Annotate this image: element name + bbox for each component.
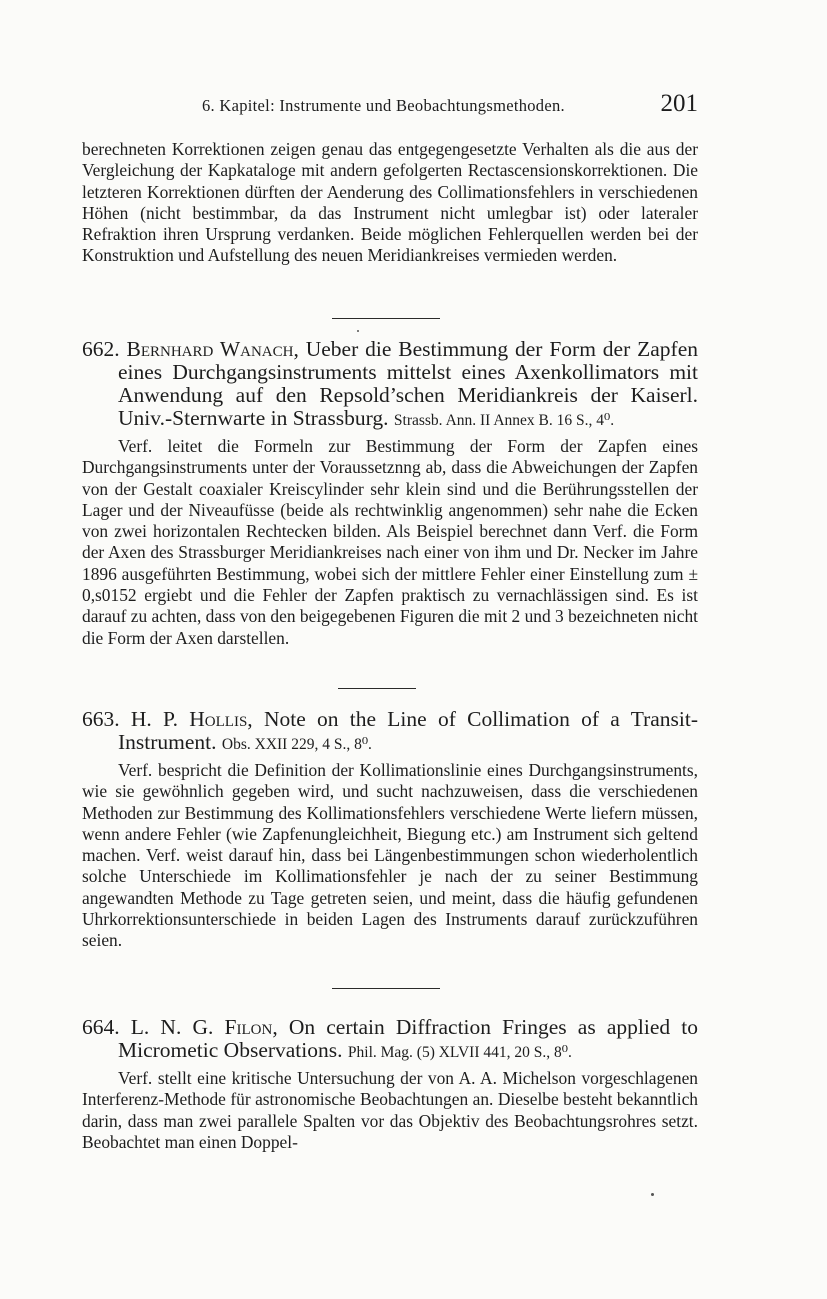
entry-664 (82, 1016, 698, 1153)
section-divider (338, 688, 416, 689)
entry-heading: 663. H. P. Hollis, Note on the Line of Collimation of a Transit-Instrument. Obs. XXII 229, 4 S., 8⁰. (82, 707, 698, 754)
entry-citation: Phil. Mag. (5) XLVII 441, 20 S., 8⁰. (347, 1044, 572, 1061)
entry-citation: Strassb. Ann. II Annex B. 16 S., 4⁰. (393, 412, 615, 429)
page-number: 201 (660, 90, 698, 117)
entry-heading: 664. L. N. G. Filon, On certain Diffraction Fringes as applied to Micrometic Observations. Phil. Mag. (5) XLVII 441, 20 S., 8⁰. (82, 1015, 699, 1062)
entry-number: 664. (82, 1015, 120, 1039)
ink-speck (357, 330, 359, 332)
entry-author: Bernhard Wanach (126, 337, 294, 361)
intro-block (82, 139, 698, 267)
entry-citation: Obs. XXII 229, 4 S., 8⁰. (221, 736, 372, 753)
entry-body: Verf. bespricht die Definition der Kollimationslinie eines Durchgangsinstruments, wie sie gewöhnlich gegeben wird, und sucht nachzuweisen, dass die verschiedenen Methoden zur Bestimmung des Kollimationsfehlers verschiedene Werte liefern müssen, wenn andere Fehler (wie Zapfenungleichheit, Biegung etc.) am Instrument sich geltend machen. Verf. weist darauf hin, dass bei Längenbestimmungen schon wiederholentlich solche Unterschiede im Kollimationsfehler je nach der zu seiner Bestimmung angewandten Methode zu Tage getreten seien, und meint, dass die häufig gefundenen Uhrkorrektionsunterschiede in beiden Lagen des Instruments darauf zurückzuführen seien. (82, 760, 698, 951)
section-divider (332, 318, 440, 319)
entry-662 (82, 338, 698, 649)
entry-author: L. N. G. Filon (130, 1015, 273, 1039)
entry-heading: 662. Bernhard Wanach, Ueber die Bestimmung der Form der Zapfen eines Durchgangsinstruments mittelst eines Axenkollimators mit Anwendung auf den Repsold’schen Meridiankreis der Kaiserl. Univ.-Sternwarte in Strassburg. Strassb. Ann. II Annex B. 16 S., 4⁰. (82, 337, 699, 430)
entry-title: On certain Diffraction Fringes as applied to Micrometic Observations. (118, 1015, 699, 1062)
entry-title: Ueber die Bestimmung der Form der Zapfen eines Durchgangsinstruments mittelst eines Axenkollimators mit Anwendung auf den Repsold’schen Meridiankreis der Kaiserl. Univ.-Sternwarte in Strassburg. (118, 337, 699, 430)
running-head: 6. Kapitel: Instrumente und Beobachtungsmethoden. (202, 96, 565, 115)
entry-body: Verf. leitet die Formeln zur Bestimmung der Form der Zapfen eines Durchgangsinstruments unter der Voraussetznng ab, dass die Abweichungen der Zapfen von der Gestalt coaxialer Kreiscylinder sehr klein sind und die Berührungsstellen der Lager und der Niveaufüsse (beide als rechtwinklig angenommen) sehr nahe die Ecken von zwei horizontalen Rechtecken bilden. Als Beispiel berechnet dann Verf. die Form der Axen des Strassburger Meridiankreises nach einer von ihm und Dr. Necker im Jahre 1896 ausgeführten Bestimmung, wobei sich der mittlere Fehler einer Einstellung zum ± 0,s0152 ergiebt und die Fehler der Zapfen praktisch zu vernachlässigen sind. Es ist darauf zu achten, dass von den beigegebenen Figuren die mit 2 und 3 bezeichneten nicht die Form der Axen darstellen. (82, 436, 698, 648)
section-divider (332, 988, 440, 989)
ink-speck (651, 1193, 654, 1196)
entry-number: 663. (82, 707, 120, 731)
entry-title: Note on the Line of Collimation of a Transit-Instrument. (118, 707, 698, 754)
entry-author: H. P. Hollis (130, 707, 248, 731)
entry-number: 662. (82, 337, 120, 361)
entry-body: Verf. stellt eine kritische Untersuchung der von A. A. Michelson vorgeschlagenen Interferenz-Methode für astronomische Beobachtungen an. Dieselbe besteht bekanntlich darin, dass man zwei parallele Spalten vor das Objektiv des Beobachtungsrohres setzt. Beobachtet man einen Doppel- (82, 1068, 698, 1152)
intro-paragraph: berechneten Korrektionen zeigen genau das entgegengesetzte Verhalten als die aus der Vergleichung der Kapkataloge mit andern gefolgerten Rectascensionskorrektionen. Die letzteren Korrektionen dürften der Aenderung des Collimationsfehlers in verschiedenen Höhen (nicht bestimmbar, da das Instrument nicht umlegbar ist) oder lateraler Refraktion ihren Ursprung verdanken. Beide möglichen Fehlerquellen werden bei der Konstruktion und Aufstellung des neuen Meridiankreises vermieden werden. (82, 139, 698, 266)
page-header (82, 90, 702, 120)
entry-663 (82, 708, 698, 952)
